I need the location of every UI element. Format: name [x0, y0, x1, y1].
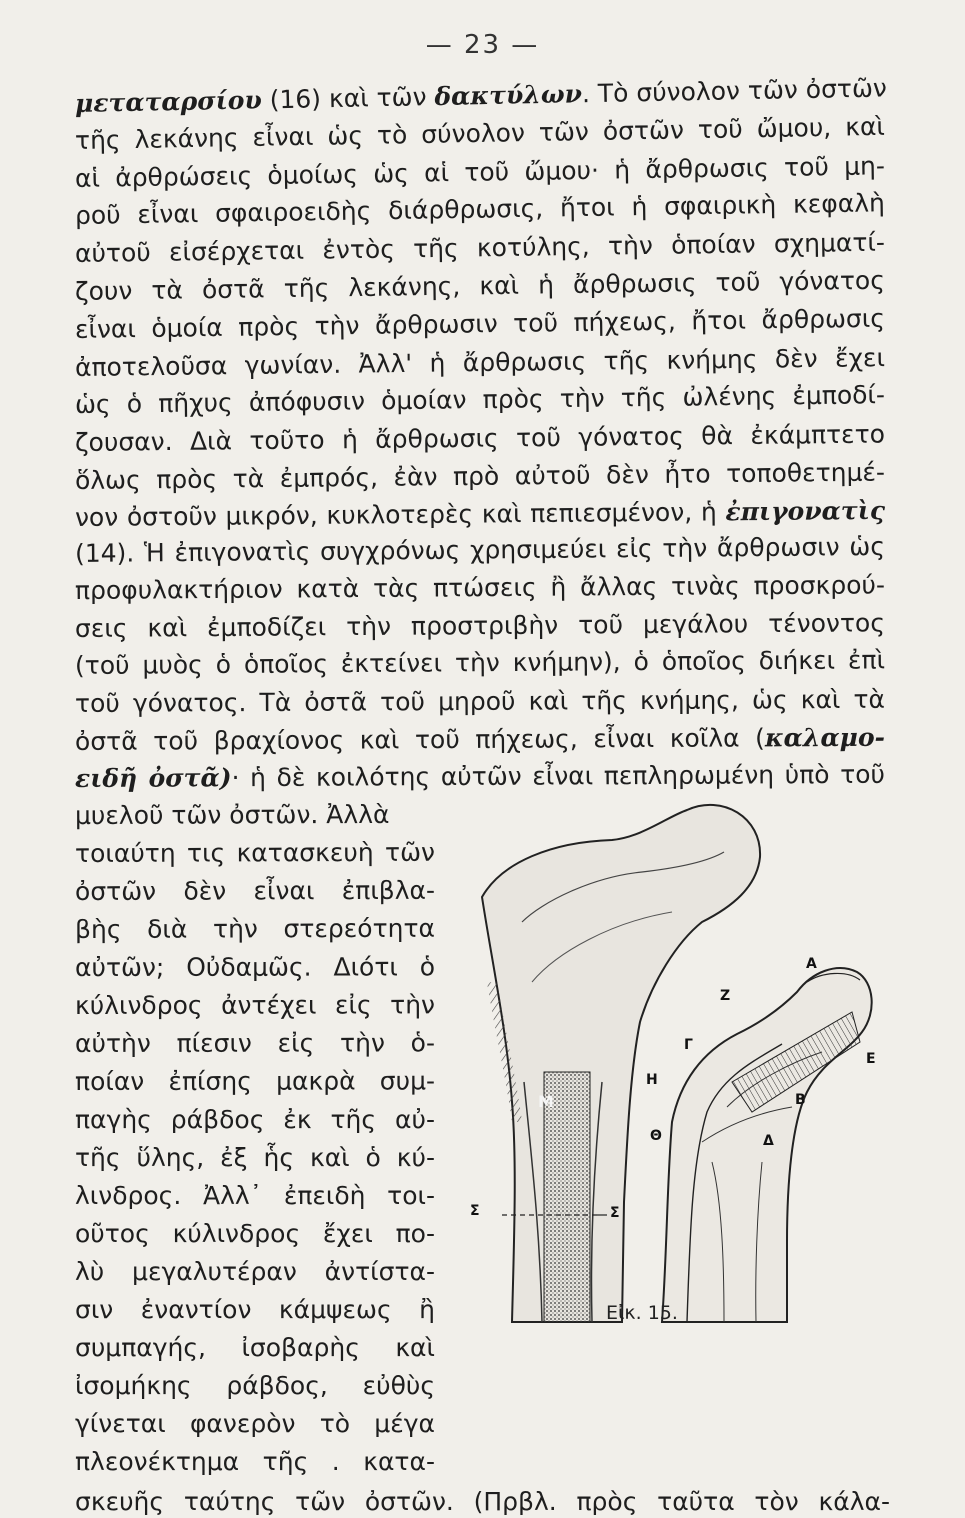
text-line — [75, 569, 885, 607]
text-line — [75, 684, 885, 720]
text-span: εἶναι ὁμοία πρὸς τὴν ἄρθρωσιν τοῦ πήχεως, ἤτοι ἄρθρωσις — [74, 303, 886, 344]
figure-label-sigma-left: Σ — [470, 1203, 480, 1219]
text-span: κύλινδρος ἀντέχει εἰς τὴν — [74, 990, 436, 1020]
text-span: γίνεται φανερὸν τὸ μέγα — [75, 1409, 435, 1438]
figure-label-z: Z — [720, 988, 731, 1004]
text-line — [75, 1180, 435, 1212]
figure-label-b: B — [795, 1092, 806, 1108]
text-span: ὅλως πρὸς τὰ ἐμπρός, ἐὰν πρὸ αὐτοῦ δὲν ἦτο τοποθετημέ- — [74, 457, 886, 495]
text-span: αὐτοῦ εἰσέρχεται ἐντὸς τῆς κοτύλης, τὴν ὁποίαν σχηματί- — [74, 227, 886, 268]
text-span: σιν ἐναντίον κάμψεως ἢ — [75, 1295, 435, 1324]
text-line — [75, 1294, 435, 1326]
text-line — [75, 265, 885, 308]
text-span: ἰσομήκης ράβδος, εὐθὺς — [75, 1371, 435, 1400]
text-span: πλεονέκτημα τῆς . κατα- — [75, 1447, 435, 1476]
text-line — [75, 1218, 435, 1250]
text-line — [75, 1370, 435, 1402]
emphasis-text: καλαμο- — [764, 722, 886, 753]
text-line — [75, 227, 885, 270]
text-span: ὡς ὁ πῆχυς ἀπόφυσιν ὁμοίαν πρὸς τὴν τῆς ὠλένης ἐμποδί- — [74, 380, 886, 419]
figure-label-sigma-right: Σ — [610, 1205, 620, 1221]
text-span: τῆς ὕλης, ἐξ ἧς καὶ ὁ κύ- — [75, 1143, 435, 1172]
text-line — [75, 1446, 435, 1478]
text-span: τῆς λεκάνης εἶναι ὡς τὸ σύνολον τῶν ὀστῶν τοῦ ὤμου, καὶ — [74, 111, 886, 155]
emphasis-text: μεταταρσίου — [74, 85, 263, 118]
text-span: ὀστᾶ τοῦ βραχίονος καὶ τοῦ πήχεως, εἶναι κοῖλα ( — [74, 723, 765, 756]
text-line — [75, 187, 885, 232]
text-span: . Τὸ σύνολον τῶν ὀστῶν — [581, 73, 888, 109]
text-span: λινδρος. Ἀλλ᾽ ἐπειδὴ τοι- — [75, 1181, 435, 1210]
text-span: τοῦ γόνατος. Τὰ ὀστᾶ τοῦ μηροῦ καὶ τῆς κνήμης, ὡς καὶ τὰ — [74, 684, 886, 718]
figure-label-m: M — [538, 1092, 554, 1111]
emphasis-text: ἐπιγονατὶς — [725, 495, 886, 527]
text-line — [75, 342, 885, 384]
text-line — [75, 951, 435, 984]
text-line — [75, 1065, 435, 1098]
femur-illustration — [462, 782, 882, 1327]
text-span: αἱ ἀρθρώσεις ὁμοίως ὡς αἱ τοῦ ὤμου· ἡ ἄρθρωσις τοῦ μη- — [74, 151, 886, 193]
text-span: ὀστῶν δὲν εἶναι ἐπιβλα- — [74, 875, 436, 906]
text-span: αὐτῶν; Οὐδαμῶς. Διότι ὁ — [74, 952, 436, 982]
text-span: ἀποτελοῦσα γωνίαν. Ἀλλ' ἡ ἄρθρωσις τῆς κνήμης δὲν ἔχει — [74, 343, 886, 382]
text-line — [75, 379, 885, 421]
text-span: προφυλακτήριον κατὰ τὰς πτώσεις ἢ ἄλλας τινὰς προσκρού- — [74, 570, 886, 605]
text-line — [75, 419, 885, 459]
text-line — [75, 1104, 435, 1136]
text-line — [75, 457, 885, 497]
text-line — [75, 495, 885, 534]
text-span: ροῦ εἶναι σφαιροειδὴς διάρθρωσις, ἤτοι ἡ σφαιρικὴ κεφαλὴ — [74, 188, 886, 230]
figure-label-gamma: Γ — [684, 1037, 693, 1053]
text-span: τοιαύτη τις κατασκευὴ τῶν — [74, 837, 436, 868]
text-line — [75, 1408, 435, 1440]
text-line — [75, 531, 885, 570]
figure-label-delta: Δ — [763, 1133, 774, 1149]
text-span: (τοῦ μυὸς ὁ ὁποῖος ἐκτείνει τὴν κνήμην), ὁ ὁποῖος διήκει ἐπὶ — [74, 645, 886, 680]
text-span: · ἡ δὲ κοιλότης αὐτῶν εἶναι πεπληρωμένη ὑπὸ τοῦ — [231, 759, 886, 793]
figure-label-a: A — [806, 956, 817, 972]
text-line — [75, 799, 435, 832]
figure-label-h: H — [646, 1072, 658, 1088]
emphasis-text: δακτύλων — [434, 79, 583, 112]
figure-label-theta: Θ — [650, 1128, 662, 1144]
text-line — [75, 644, 885, 682]
text-span: νον ὀστοῦν μικρόν, κυκλοτερὲς καὶ πεπιεσμένον, ἡ — [74, 497, 726, 532]
page-number: — 23 — — [425, 30, 540, 60]
text-span: σεις καὶ ἐμποδίζει τὴν προστριβὴν τοῦ μεγάλου τένοντος — [74, 608, 886, 643]
text-span: ζουσαν. Διὰ τοῦτο ἡ ἄρθρωσις τοῦ γόνατος θὰ ἐκάμπτετο — [74, 419, 886, 457]
text-span: μυελοῦ τῶν ὀστῶν. Ἀλλὰ — [74, 799, 390, 830]
text-line — [75, 1332, 435, 1364]
text-span: ζουν τὰ ὀστᾶ τῆς λεκάνης, καὶ ἡ ἄρθρωσις τοῦ γόνατος — [74, 265, 886, 306]
text-line — [75, 837, 435, 870]
text-span: βὴς διὰ τὴν στερεότητα — [74, 913, 436, 944]
text-span: (14). Ἡ ἐπιγονατὶς συγχρόνως χρησιμεύει εἰς τὴν ἄρθρωσιν ὡς — [74, 531, 886, 568]
text-span: συμπαγής, ἰσοβαρὴς καὶ — [75, 1333, 435, 1362]
figure-label-e: E — [866, 1051, 876, 1067]
text-line — [75, 989, 435, 1022]
text-span: ποίαν ἐπίσης μακρὰ συμ- — [74, 1066, 436, 1096]
text-line — [75, 875, 435, 908]
text-line — [75, 1486, 890, 1518]
text-line — [75, 111, 885, 157]
text-span: παγὴς ράβδος ἐκ τῆς αὐ- — [75, 1105, 435, 1134]
text-span: αὐτὴν πίεσιν εἰς τὴν ὁ- — [74, 1028, 436, 1058]
text-span: σκευῆς ταύτης τῶν ὀστῶν. (Πρβλ. πρὸς ταῦτα τὸν κάλα- — [75, 1487, 890, 1516]
text-line — [75, 913, 435, 946]
text-line — [75, 1027, 435, 1060]
text-span: (16) καὶ τῶν — [261, 82, 435, 115]
text-line — [75, 1256, 435, 1288]
text-line — [75, 303, 885, 346]
text-span: λὺ μεγαλυτέραν ἀντίστα- — [75, 1257, 435, 1286]
text-line — [75, 1142, 435, 1174]
text-line — [75, 722, 885, 758]
emphasis-text: ειδῆ ὀστᾶ) — [74, 763, 232, 793]
text-line — [75, 607, 885, 645]
text-span: οῦτος κύλινδρος ἔχει πο- — [75, 1219, 435, 1248]
figure-caption: Εἰκ. 15. — [606, 1302, 678, 1324]
